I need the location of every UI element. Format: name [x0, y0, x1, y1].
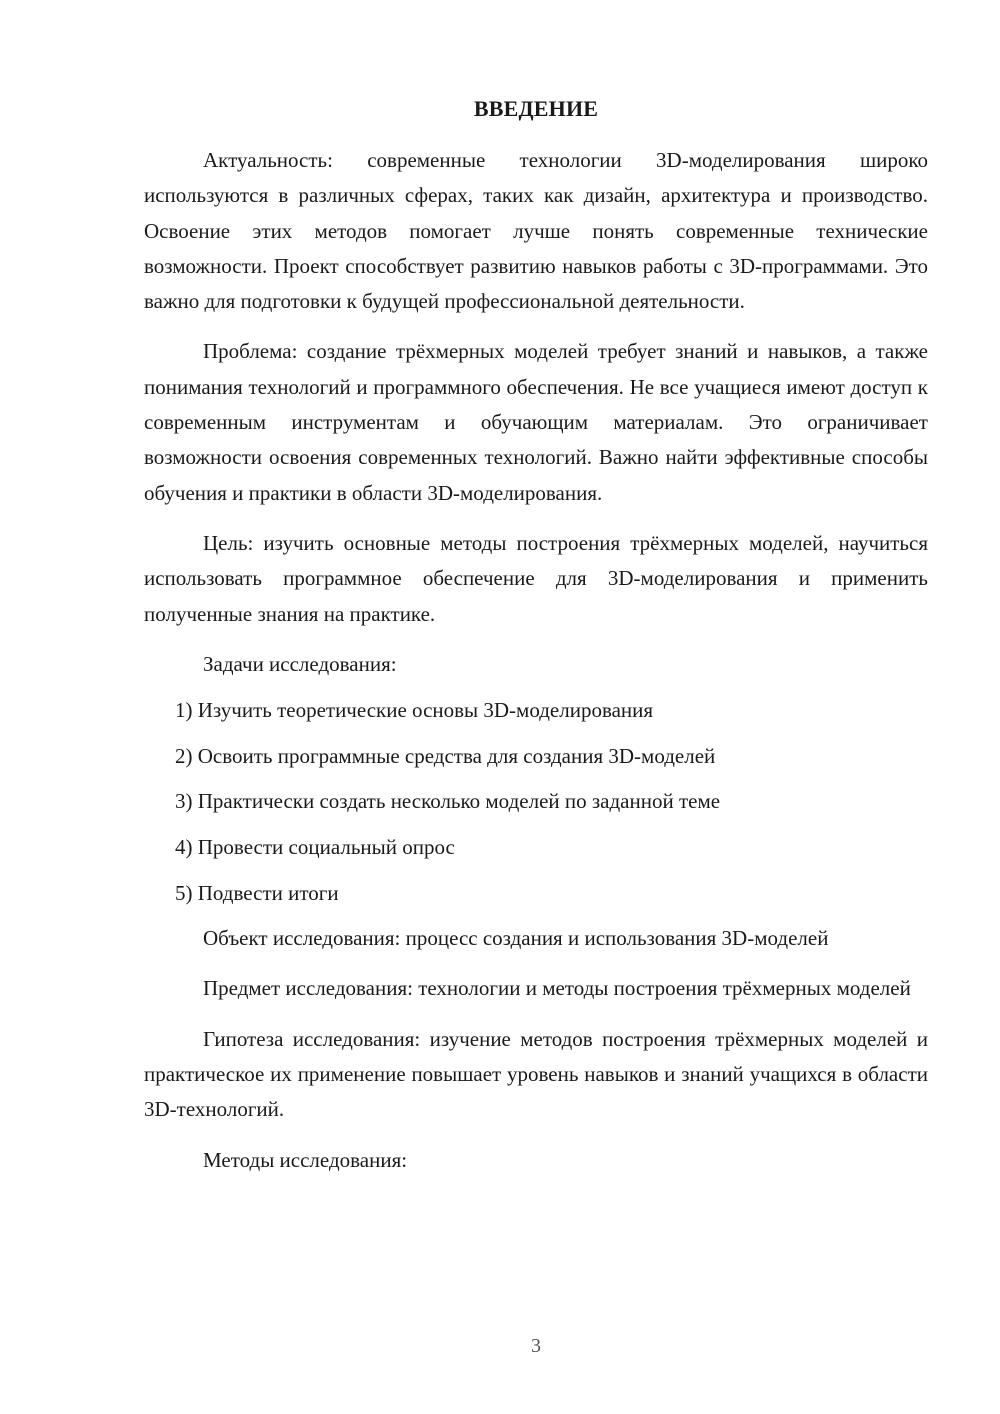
paragraph-problem: Проблема: создание трёхмерных моделей требует знаний и навыков, а также понимания технологий и программного обеспечения. Не все учащиеся имеют доступ к современным инструментам и обучающим материалам. Это ограничивает возможности освоения современных технологий. Важно найти эффективные способы обучения и практики в области 3D-моделирования.: [144, 339, 928, 505]
page-number: 3: [531, 1335, 541, 1357]
document-body: [144, 143, 928, 1193]
paragraph-relevance: Актуальность: современные технологии 3D-моделирования широко используются в различных сферах, таких как дизайн, архитектура и производство. Освоение этих методов помогает лучше понять современные технические возможности. Проект способствует развитию навыков работы с 3D-программами. Это важно для подготовки к будущей профессиональной деятельности.: [144, 148, 928, 314]
tasks-heading: Задачи исследования:: [203, 651, 397, 676]
tasks-list: [144, 693, 928, 911]
list-item: 4) Провести социальный опрос: [175, 834, 455, 859]
paragraph-hypothesis: Гипотеза исследования: изучение методов построения трёхмерных моделей и практическое их применение повышает уровень навыков и знаний учащихся в области 3D-технологий.: [144, 1026, 928, 1122]
list-item: 3) Практически создать несколько моделей по заданной теме: [175, 789, 721, 814]
list-item: 2) Освоить программные средства для создания 3D-моделей: [175, 743, 716, 768]
paragraph-subject: Предмет исследования: технологии и методы построения трёхмерных моделей: [203, 976, 911, 1001]
list-item: 1) Изучить теоретические основы 3D-моделирования: [175, 698, 654, 723]
list-item: 5) Подвести итоги: [175, 880, 339, 905]
page-title: ВВЕДЕНИЕ: [473, 96, 599, 121]
methods-heading: Методы исследования:: [203, 1147, 408, 1172]
paragraph-object: Объект исследования: процесс создания и использования 3D-моделей: [203, 926, 829, 951]
paragraph-goal: Цель: изучить основные методы построения трёхмерных моделей, научиться использовать программное обеспечение для 3D-моделирования и применить полученные знания на практике.: [144, 530, 928, 626]
